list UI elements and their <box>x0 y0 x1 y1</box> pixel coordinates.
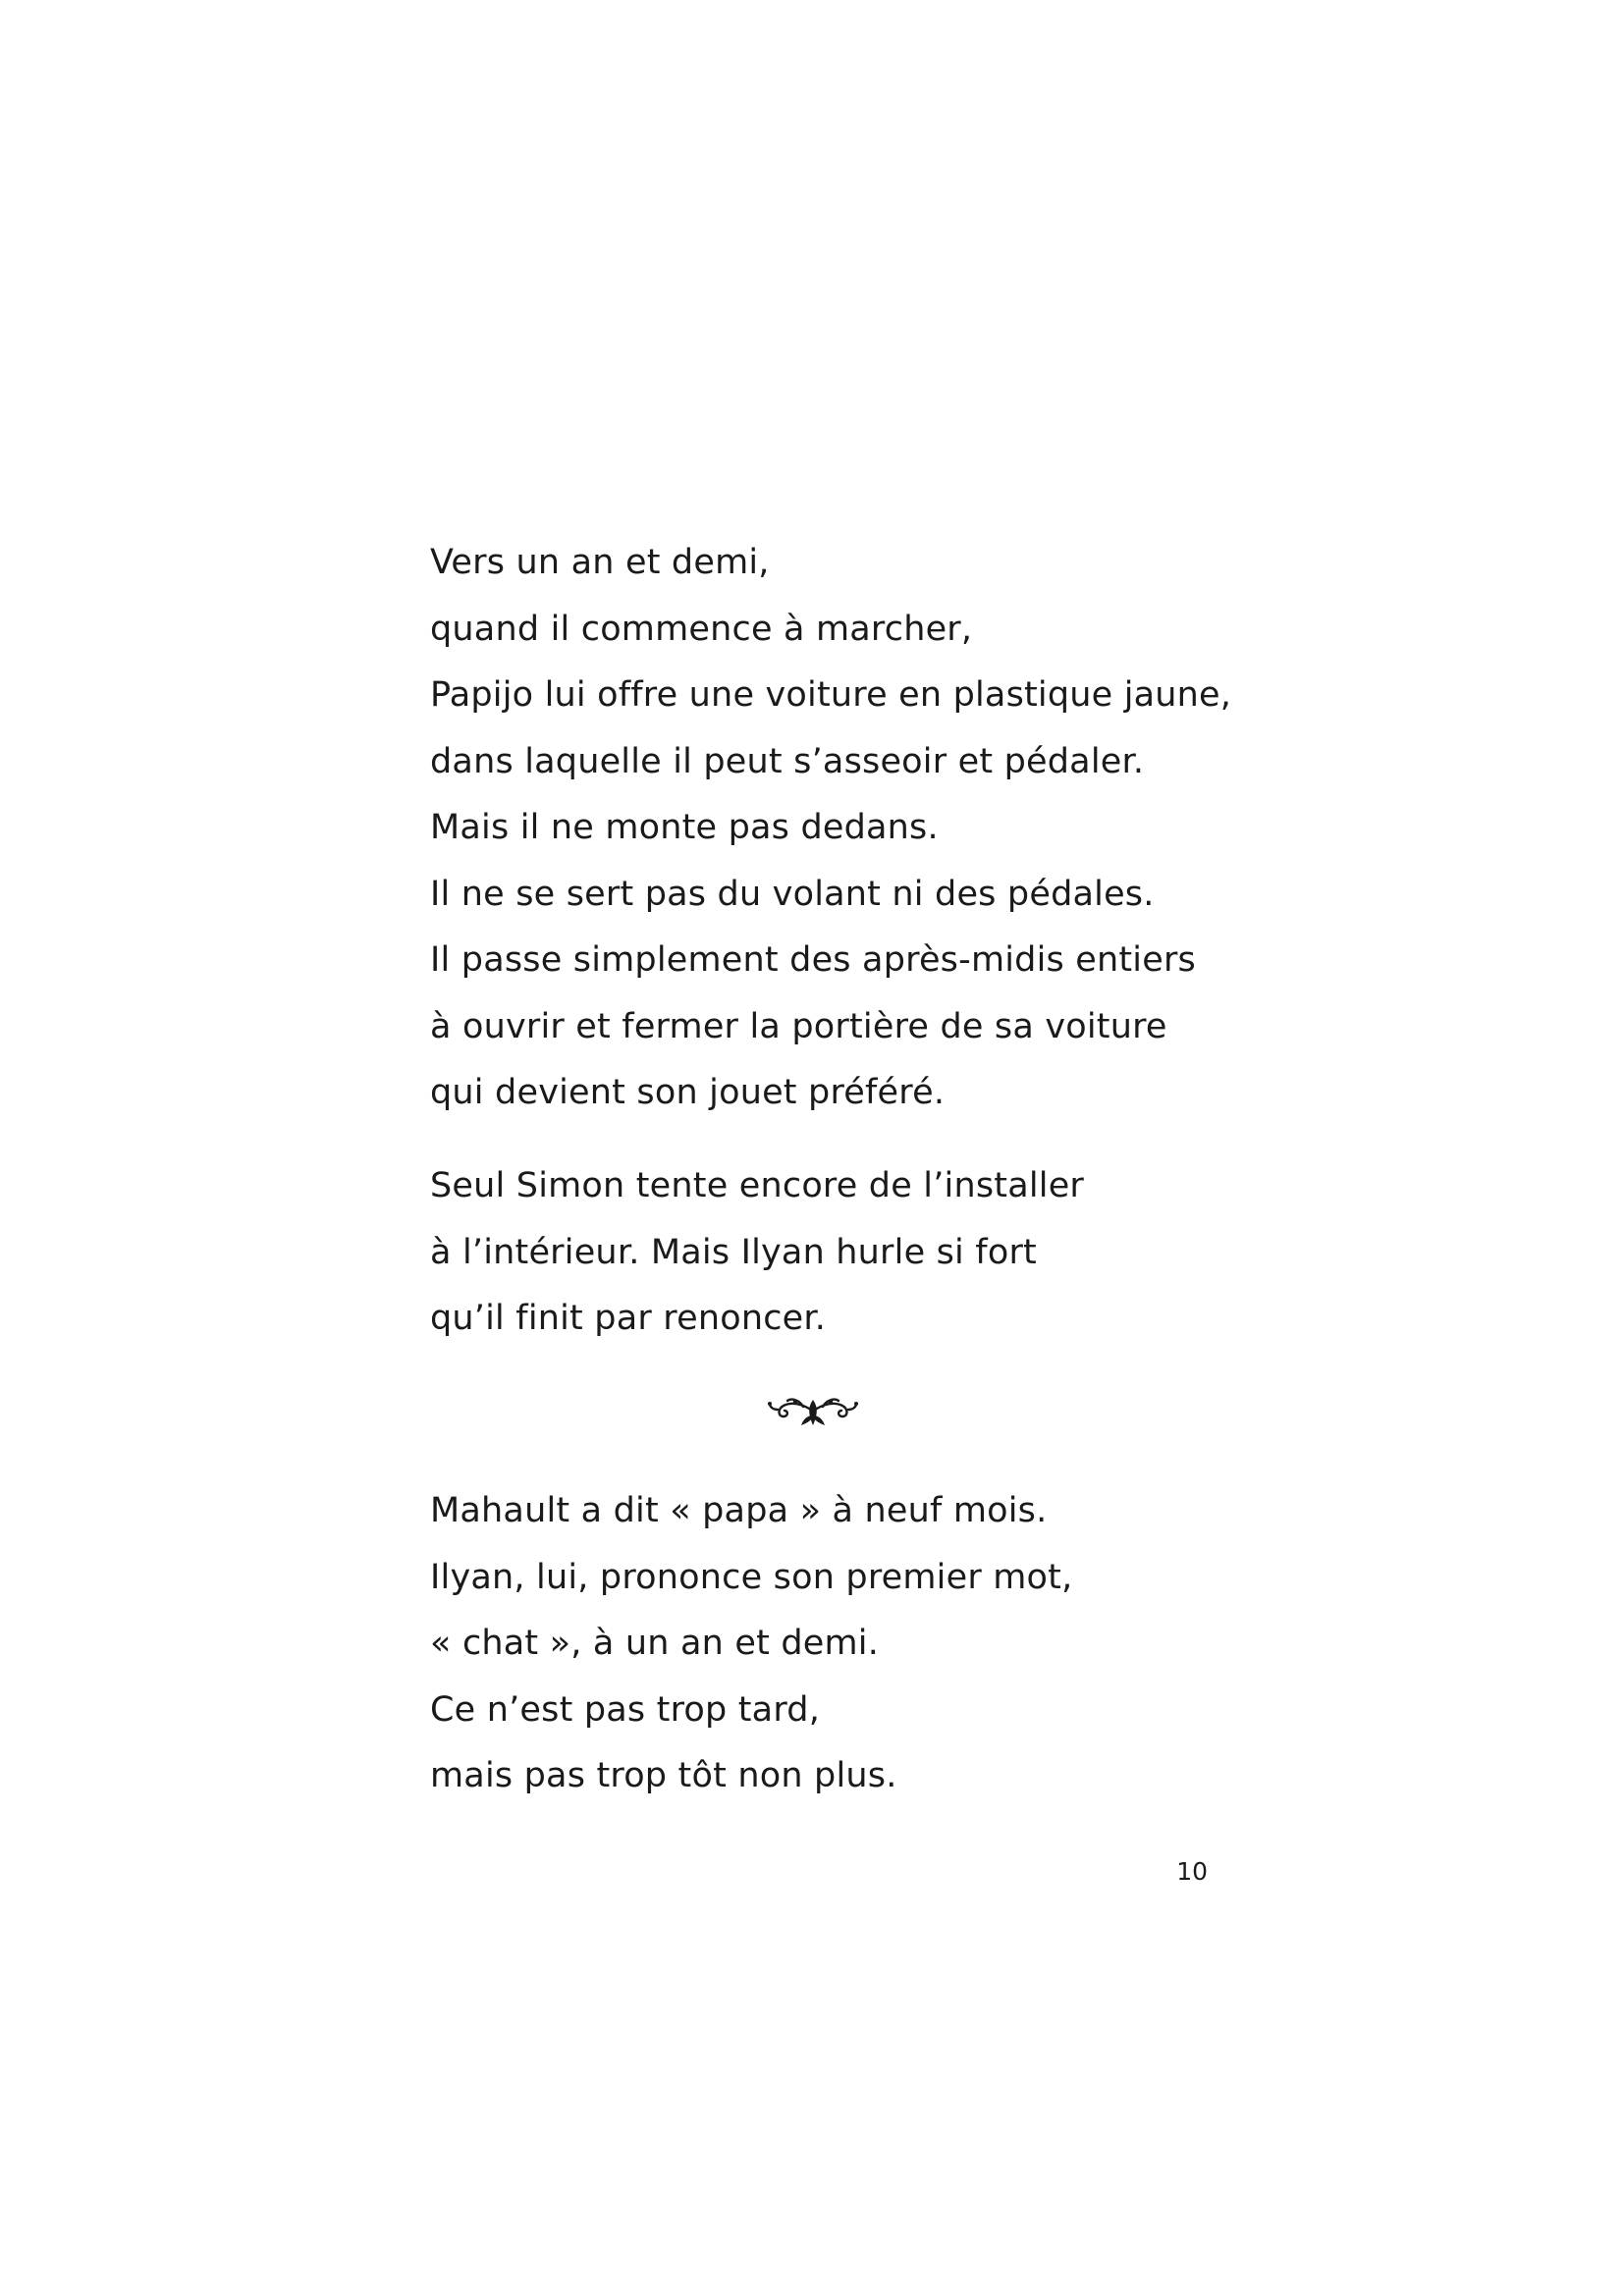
text-line: Ilyan, lui, prononce son premier mot, <box>430 1557 1073 1597</box>
text-line: Mahault a dit « papa » à neuf mois. <box>430 1491 1048 1530</box>
text-line: Mais il ne monte pas dedans. <box>430 808 939 847</box>
text-line: qu’il finit par renoncer. <box>430 1299 827 1338</box>
text-line: qui devient son jouet préféré. <box>430 1073 946 1112</box>
text-line: quand il commence à marcher, <box>430 609 973 649</box>
text-line: Ce n’est pas trop tard, <box>430 1689 821 1730</box>
text-line: Vers un an et demi, <box>430 543 770 582</box>
text-line: mais pas trop tôt non plus. <box>430 1756 897 1795</box>
page-number: 10 <box>1176 1857 1208 1886</box>
text-line: Il passe simplement des après-midis entiers <box>430 940 1196 980</box>
fleuron-ornament-icon <box>766 1390 860 1429</box>
stanza-1 <box>430 530 1314 1127</box>
stanza-2 <box>430 1153 1314 1353</box>
text-line: à l’intérieur. Mais Ilyan hurle si fort <box>430 1232 1037 1272</box>
text-line: Papijo lui offre une voiture en plastique jaune, <box>430 675 1232 715</box>
text-line: dans laquelle il peut s’asseoir et pédaler. <box>430 741 1145 781</box>
text-line: à ouvrir et fermer la portière de sa voiture <box>430 1006 1167 1046</box>
text-line: « chat », à un an et demi. <box>430 1624 880 1663</box>
text-line: Il ne se sert pas du volant ni des pédales. <box>430 874 1155 914</box>
text-line: Seul Simon tente encore de l’installer <box>430 1166 1085 1205</box>
stanza-3 <box>430 1478 1314 1810</box>
